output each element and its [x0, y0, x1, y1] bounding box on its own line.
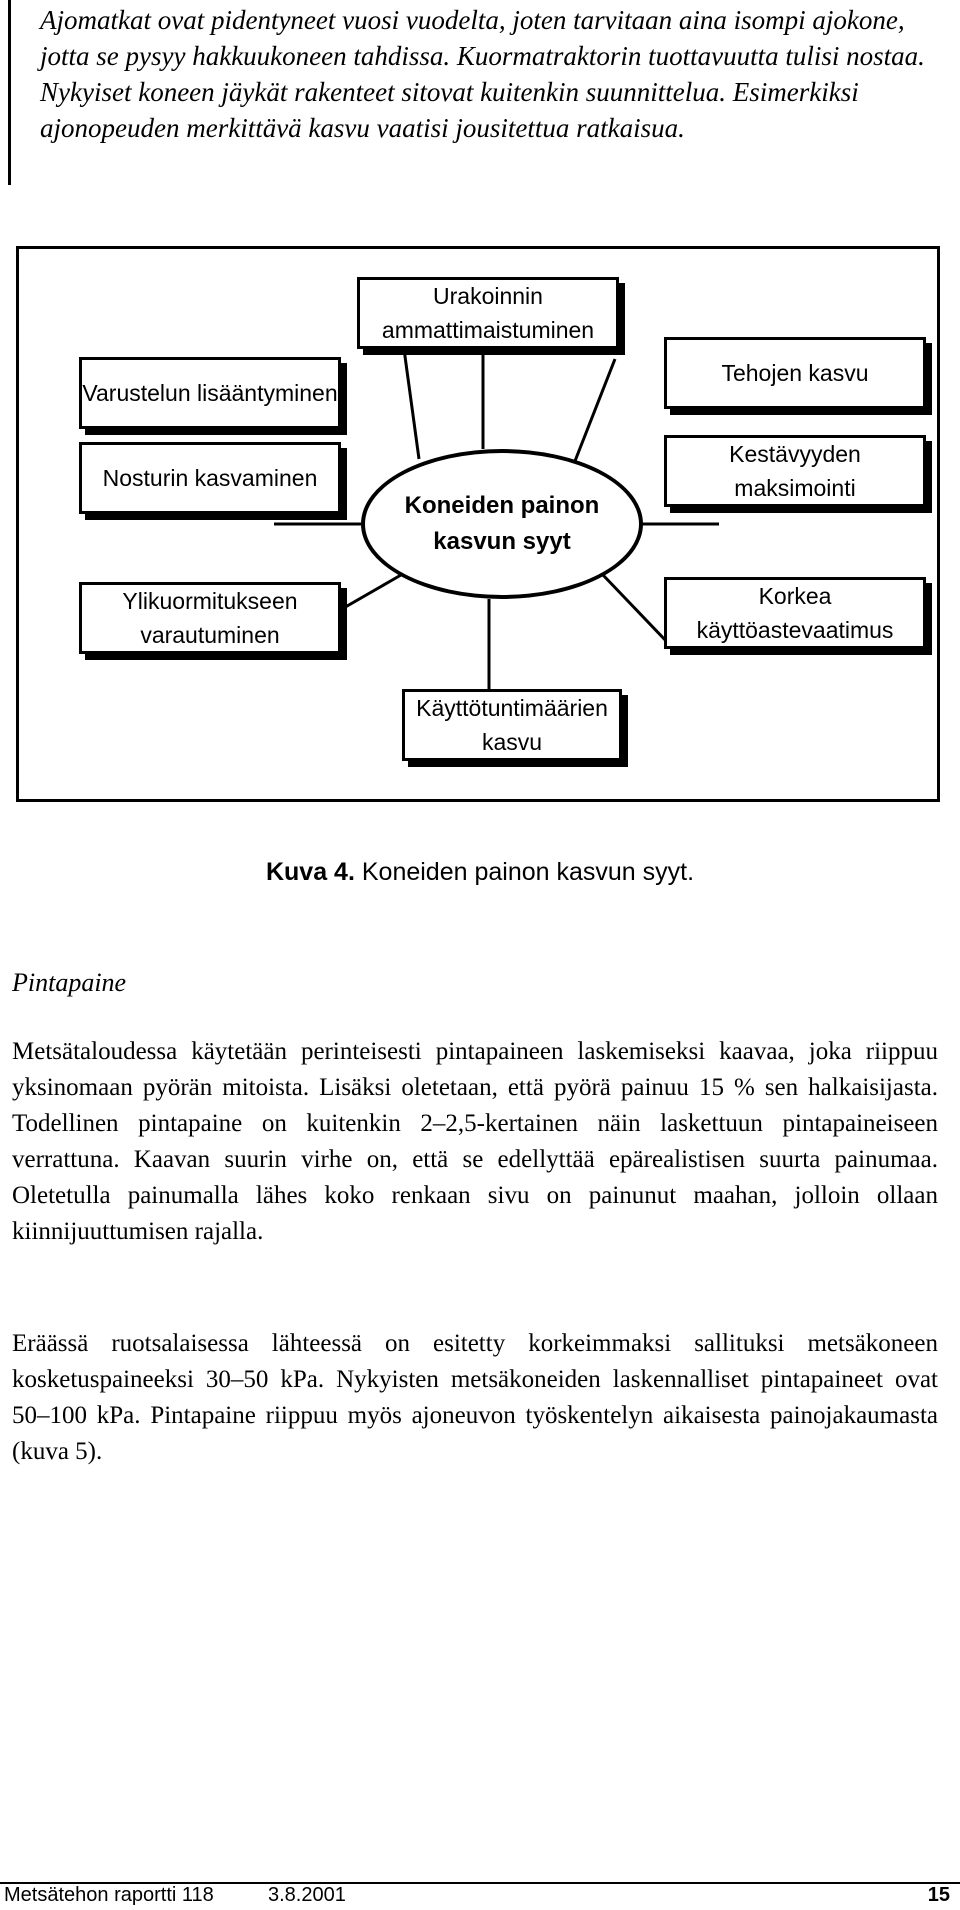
- box-korkea: Korkea käyttöastevaatimus: [664, 577, 926, 649]
- intro-paragraph: Ajomatkat ovat pidentyneet vuosi vuodelta, joten tarvitaan aina isompi ajokone, jotta se pysyy hakkuukoneen tahdissa. Kuormatraktorin tuottavuutta tulisi nostaa. Nykyiset koneen jäykät rakenteet sitovat kuitenkin suunnittelua. Esimerkiksi ajonopeuden merkittävä kasvu vaatisi jousitettua ratkaisua.: [40, 5, 925, 143]
- footer-report: Metsätehon raportti 118: [4, 1884, 214, 1906]
- caption-text: Koneiden painon kasvun syyt.: [361, 858, 695, 886]
- center-ellipse: Koneiden painon kasvun syyt: [361, 449, 643, 599]
- box-ylikuormitukseen: Ylikuormitukseen varautuminen: [79, 582, 341, 654]
- connector-top-left: [404, 349, 419, 459]
- box-nosturin: Nosturin kasvaminen: [79, 442, 341, 514]
- box-kestavyyden: Kestävyyden maksimointi: [664, 435, 926, 507]
- causes-diagram: [16, 246, 940, 802]
- margin-bar: [8, 0, 11, 185]
- connector-bottom-right: [603, 575, 669, 644]
- box-varustelun: Varustelun lisääntyminen: [79, 357, 341, 429]
- footer-date: 3.8.2001: [268, 1884, 346, 1906]
- box-kayttotuntimaarien: Käyttötuntimäärien kasvu: [402, 689, 622, 761]
- figure-caption: [0, 858, 960, 887]
- box-urakoinnin: Urakoinnin ammattimaistuminen: [357, 277, 619, 349]
- paragraph-2: Eräässä ruotsalaisessa lähteessä on esitetty korkeimmaksi sallituksi metsäkoneen kosketuspaineeksi 30–50 kPa. Nykyisten metsäkoneiden laskennalliset pintapaineet ovat 50–100 kPa. Pintapaine riippuu myös ajoneuvon työskentelyn aikaisesta painojakaumasta (kuva 5).: [12, 1330, 938, 1465]
- paragraph-1: Metsätaloudessa käytetään perinteisesti pintapaineen laskemiseksi kaavaa, joka riippuu yksinomaan pyörän mitoista. Lisäksi oletetaan, että pyörä painuu 15 % sen halkaisijasta. Todellinen pintapaine on kuitenkin 2–2,5-kertainen näin laskettuun pintapaineiseen verrattuna. Kaavan suurin virhe on, että se edellyttää epärealistisen suurta painumaa. Oletetulla painumalla lähes koko renkaan sivu on painunut maahan, jolloin ollaan kiinnijuuttumisen rajalla.: [12, 1038, 938, 1245]
- connector-top-right: [575, 359, 615, 461]
- page-number: 15: [927, 1884, 950, 1906]
- section-heading: Pintapaine: [12, 968, 127, 997]
- box-tehojen: Tehojen kasvu: [664, 337, 926, 409]
- caption-label: Kuva 4.: [265, 858, 355, 886]
